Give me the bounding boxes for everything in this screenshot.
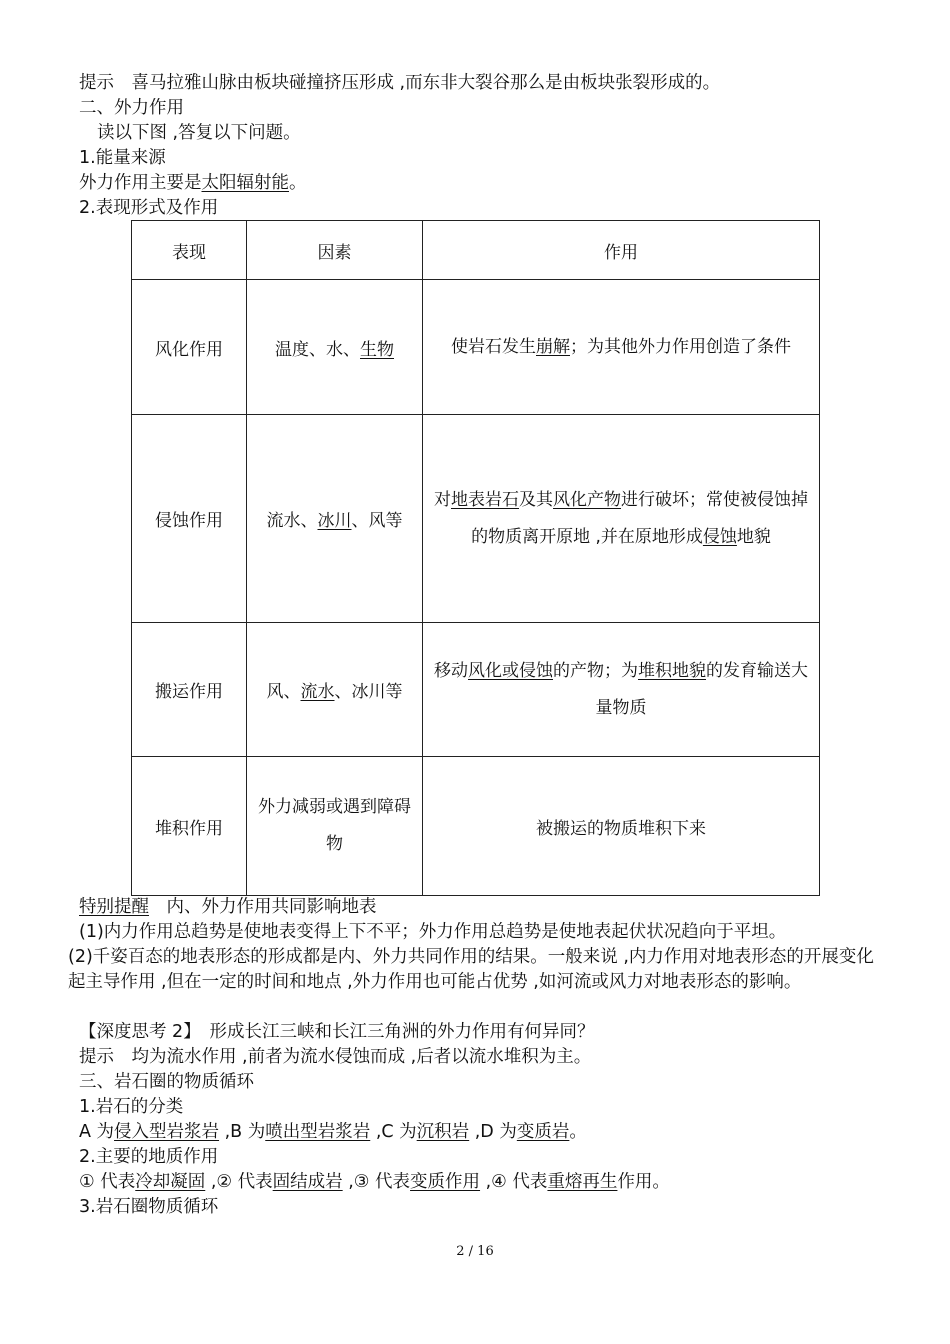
subheading-geologic-processes: 2.主要的地质作用 <box>79 1147 219 1167</box>
factor-answer: 冰川 <box>317 511 352 531</box>
effect-answer: 风化或侵蚀 <box>468 660 553 681</box>
row-factor <box>247 280 423 415</box>
text: ① 代表 <box>79 1172 136 1192</box>
section-heading-external-forces: 二、外力作用 <box>79 98 184 118</box>
row-name: 侵蚀作用 <box>132 415 247 623</box>
row-factor <box>247 415 423 623</box>
instruction-line: 读以下图 ,答复以下问题。 <box>97 123 301 143</box>
answer: 变质作用 <box>410 1172 481 1192</box>
page-number: 2 / 16 <box>456 1244 494 1259</box>
reminder-title: 内、外力作用共同影响地表 <box>149 897 377 917</box>
hint-line-1: 提示 喜马拉雅山脉由板块碰撞挤压形成 ,而东非大裂谷那么是由板块张裂形成的。 <box>79 73 721 93</box>
table-row-erosion <box>132 415 820 623</box>
geologic-processes-text <box>79 1170 670 1195</box>
factor-answer: 流水 <box>300 682 335 702</box>
section-heading-rock-cycle: 三、岩石圈的物质循环 <box>79 1072 254 1092</box>
factor-text: 、冰川等 <box>334 682 403 702</box>
factor-text: 温度、水、 <box>275 339 360 360</box>
effect-answer: 堆积地貌 <box>638 660 706 681</box>
text: A 为 <box>79 1122 115 1142</box>
subheading-energy-source: 1.能量来源 <box>79 148 166 168</box>
effect-text: 及其 <box>519 489 553 510</box>
energy-answer: 太阳辐射能 <box>201 173 289 193</box>
text: ,B 为 <box>219 1122 266 1142</box>
effect-answer: 侵蚀 <box>702 526 737 547</box>
reminder-label: 特别提醒 <box>79 897 149 917</box>
deep-thinking-question: 【深度思考 2】 形成长江三峡和长江三角洲的外力作用有何异同？ <box>79 1022 595 1042</box>
effect-text: 地貌 <box>736 526 771 547</box>
text: 作用。 <box>617 1172 670 1192</box>
row-name: 风化作用 <box>132 280 247 415</box>
header-form: 表现 <box>132 221 247 280</box>
energy-source-text <box>79 171 307 196</box>
subheading-forms: 2.表现形式及作用 <box>79 198 219 218</box>
header-factor: 因素 <box>247 221 423 280</box>
table-row-transport <box>132 623 820 757</box>
factor-answer: 生物 <box>360 339 394 360</box>
energy-suffix: 。 <box>289 173 307 193</box>
text: 。 <box>569 1122 587 1142</box>
effect-text: 的发育输送大量物质 <box>595 660 808 718</box>
special-reminder <box>79 895 377 920</box>
row-factor <box>247 623 423 757</box>
text: ,② 代表 <box>205 1172 273 1192</box>
effect-text: ；为其他外力作用创造了条件 <box>570 336 791 357</box>
row-effect <box>423 280 820 415</box>
row-effect: 被搬运的物质堆积下来 <box>423 757 820 896</box>
table-row-deposition <box>132 757 820 896</box>
text: ,D 为 <box>469 1122 517 1142</box>
subheading-rock-cycle: 3.岩石圈物质循环 <box>79 1197 219 1217</box>
external-forces-table <box>131 220 820 896</box>
factor-text: 、风等 <box>351 511 403 531</box>
reminder-point-1: (1)内力作用总趋势是使地表变得上下不平；外力作用总趋势是使地表起伏状况趋向于平坦。 <box>79 922 787 942</box>
factor-text: 流水、 <box>266 511 318 531</box>
text: ,④ 代表 <box>480 1172 548 1192</box>
effect-text: 对 <box>434 489 451 510</box>
effect-answer: 崩解 <box>536 336 570 357</box>
subheading-rock-classification: 1.岩石的分类 <box>79 1097 184 1117</box>
effect-text: 进行破坏；常使被侵蚀掉的物质离开原地 ,并在原地形成 <box>471 489 808 547</box>
rock-classification-text <box>79 1120 587 1145</box>
table-header-row <box>132 221 820 280</box>
text: ,③ 代表 <box>342 1172 411 1192</box>
answer: 固结成岩 <box>272 1172 343 1192</box>
header-effect: 作用 <box>423 221 820 280</box>
reminder-point-2: (2)千姿百态的地表形态的形成都是内、外力共同作用的结果。一般来说 ,内力作用对地表形态的开展变化起主导作用 ,但在一定的时间和地点 ,外力作用也可能占优势 ,如河流或风力对地表形态的影响。 <box>68 947 874 992</box>
effect-text: 使岩石发生 <box>451 336 536 357</box>
answer: 重熔再生 <box>547 1172 618 1192</box>
factor-text: 风、 <box>266 682 301 702</box>
text: ,C 为 <box>370 1122 417 1142</box>
answer: 侵入型岩浆岩 <box>114 1122 220 1142</box>
answer: 变质岩 <box>516 1122 570 1142</box>
row-effect <box>423 623 820 757</box>
answer: 冷却凝固 <box>135 1172 206 1192</box>
row-name: 搬运作用 <box>132 623 247 757</box>
effect-text: 移动 <box>434 660 468 681</box>
energy-prefix: 外力作用主要是 <box>79 173 202 193</box>
answer: 沉积岩 <box>416 1122 470 1142</box>
hint-line-2: 提示 均为流水作用 ,前者为流水侵蚀而成 ,后者以流水堆积为主。 <box>79 1047 592 1067</box>
row-factor: 外力减弱或遇到障碍物 <box>247 757 423 896</box>
effect-answer: 风化产物 <box>553 489 621 510</box>
row-effect <box>423 415 820 623</box>
row-name: 堆积作用 <box>132 757 247 896</box>
answer: 喷出型岩浆岩 <box>265 1122 371 1142</box>
effect-answer: 地表岩石 <box>451 489 519 510</box>
effect-text: 的产物；为 <box>553 660 638 681</box>
table-row-weathering <box>132 280 820 415</box>
